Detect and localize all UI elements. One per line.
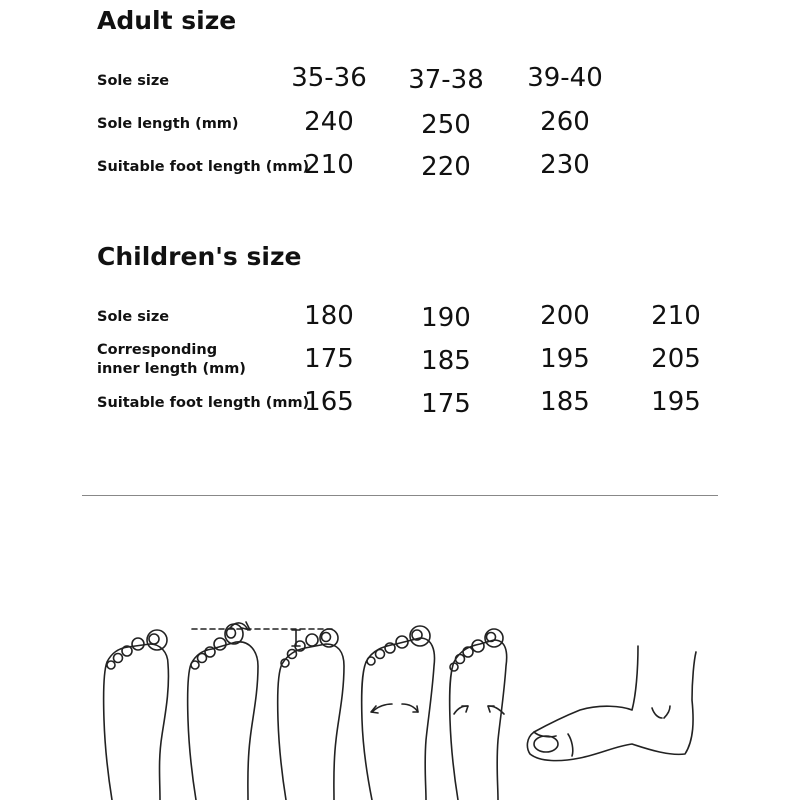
adult-foot-length-3: 230: [540, 150, 590, 180]
children-inner-length-2: 185: [421, 346, 471, 376]
square-foot-icon: [278, 629, 344, 800]
normal-foot-icon: [104, 630, 169, 800]
children-sole-size-2: 190: [421, 303, 471, 333]
adult-foot-length-2: 220: [421, 152, 471, 182]
adult-sole-length-1: 240: [304, 107, 354, 137]
children-foot-length-2: 175: [421, 389, 471, 419]
high-arch-foot-icon: [527, 646, 696, 761]
children-inner-length-3: 195: [540, 344, 590, 374]
children-foot-length-3: 185: [540, 387, 590, 417]
section-divider: [82, 495, 718, 496]
wide-foot-icon: [362, 626, 435, 800]
children-inner-length-1: 175: [304, 344, 354, 374]
narrow-foot-icon: [450, 629, 507, 800]
adult-row-label-foot-length: Suitable foot length (mm): [97, 159, 310, 175]
children-size-title: Children's size: [97, 242, 302, 271]
greek-foot-icon: [188, 622, 335, 800]
adult-sole-length-2: 250: [421, 110, 471, 140]
children-sole-size-1: 180: [304, 301, 354, 331]
adult-row-label-sole-length: Sole length (mm): [97, 116, 239, 132]
adult-sole-size-2: 37-38: [408, 65, 484, 95]
children-foot-length-4: 195: [651, 387, 701, 417]
adult-sole-size-3: 39-40: [527, 63, 603, 93]
foot-shapes-illustration: [0, 600, 800, 800]
children-inner-length-4: 205: [651, 344, 701, 374]
children-sole-size-3: 200: [540, 301, 590, 331]
children-foot-length-1: 165: [304, 387, 354, 417]
adult-sole-length-3: 260: [540, 107, 590, 137]
adult-row-label-sole-size: Sole size: [97, 73, 170, 89]
adult-foot-length-1: 210: [304, 150, 354, 180]
adult-sole-size-1: 35-36: [291, 63, 367, 93]
children-sole-size-4: 210: [651, 301, 701, 331]
adult-size-title: Adult size: [97, 6, 237, 35]
children-row-label-inner-length: Corresponding inner length (mm): [97, 342, 246, 377]
children-row-label-sole-size: Sole size: [97, 309, 170, 325]
children-row-label-foot-length: Suitable foot length (mm): [97, 395, 310, 411]
